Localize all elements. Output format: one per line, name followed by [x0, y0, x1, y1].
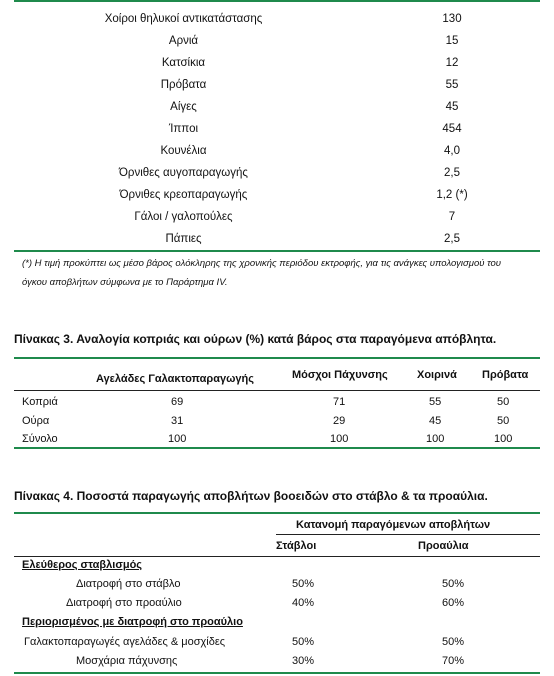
table-row — [0, 185, 554, 207]
group-header-rule — [276, 534, 540, 535]
table3-header: Μόσχοι Πάχυνσης — [292, 369, 388, 381]
cell-value: 45 — [429, 415, 442, 427]
cell-value: 29 — [333, 415, 346, 427]
weight-value: 15 — [445, 35, 459, 47]
table-row — [0, 97, 554, 119]
cell-value: 40% — [292, 597, 315, 609]
section-title: Ελεύθερος σταβλισμός — [22, 559, 143, 571]
table3-bottom-rule — [14, 447, 540, 449]
cell-value: 60% — [442, 597, 465, 609]
table4-bottom-rule — [14, 672, 540, 674]
weight-value: 45 — [445, 101, 459, 113]
cell-value: 50% — [292, 636, 315, 648]
cell-value: 100 — [168, 433, 187, 445]
animal-label: Ίπποι — [168, 123, 199, 135]
table4-header-rule — [14, 556, 540, 557]
table4-col-header: Στάβλοι — [276, 540, 317, 552]
row-label: Σύνολο — [22, 433, 58, 445]
section-title: Περιορισμένος με διατροφή στο προαύλιο — [22, 616, 243, 628]
animal-label: Όρνιθες κρεοπαραγωγής — [119, 189, 248, 201]
weight-value: 4,0 — [444, 145, 460, 157]
table-row — [0, 163, 554, 185]
table3-header: Πρόβατα — [482, 369, 529, 381]
cell-value: 71 — [333, 396, 346, 408]
table-row — [0, 415, 554, 433]
table4-col-header: Προαύλια — [418, 540, 469, 552]
table-bottom-rule — [14, 250, 540, 252]
table4-top-rule — [14, 512, 540, 514]
cell-value: 100 — [494, 433, 513, 445]
row-label: Διατροφή στο προαύλιο — [66, 597, 182, 609]
footnote-line-1: (*) Η τιμή προκύπτει ως μέσο βάρος ολόκληρης της χρονικής περιόδου εκτροφής, για τις ανάγκες υπολογισμού του — [22, 258, 502, 269]
cell-value: 31 — [171, 415, 184, 427]
table3-header: Χοιρινά — [417, 369, 457, 381]
cell-value: 100 — [426, 433, 445, 445]
table-row — [0, 53, 554, 75]
weight-value: 2,5 — [444, 167, 460, 179]
row-label: Διατροφή στο στάβλο — [76, 578, 181, 590]
table-row — [0, 75, 554, 97]
table3-header-rule — [14, 390, 540, 391]
table-row — [0, 597, 554, 615]
table-row — [0, 655, 554, 673]
table4-caption: Πίνακας 4. Ποσοστά παραγωγής αποβλήτων βοοειδών στο στάβλο & τα προαύλια. — [14, 489, 488, 503]
cell-value: 100 — [330, 433, 349, 445]
animal-label: Γάλοι / γαλοπούλες — [134, 211, 233, 223]
table-row — [0, 9, 554, 31]
cell-value: 50 — [497, 415, 510, 427]
table-row — [0, 396, 554, 414]
table-row — [0, 141, 554, 163]
cell-value: 70% — [442, 655, 465, 667]
weight-value: 7 — [448, 211, 456, 223]
animal-label: Κατσίκια — [161, 57, 206, 69]
row-label: Μοσχάρια πάχυνσης — [76, 655, 178, 667]
table-row — [0, 229, 554, 251]
table-row — [0, 31, 554, 53]
animal-label: Πρόβατα — [160, 79, 207, 91]
table-row — [0, 119, 554, 141]
table3-header: Αγελάδες Γαλακτοπαραγωγής — [96, 373, 254, 385]
table4-group-header: Κατανομή παραγόμενων αποβλήτων — [296, 519, 491, 531]
table-row — [0, 207, 554, 229]
weight-value: 130 — [442, 13, 462, 25]
footnote-line-2: όγκου αποβλήτων σύμφωνα με το Παράρτημα IV. — [22, 277, 228, 288]
cell-value: 69 — [171, 396, 184, 408]
weight-value: 454 — [442, 123, 462, 135]
animal-label: Χοίροι θηλυκοί αντικατάστασης — [104, 13, 263, 25]
animal-label: Πάπιες — [165, 233, 202, 245]
row-label: Ούρα — [22, 415, 50, 427]
table3-top-rule — [14, 357, 540, 359]
row-label: Κοπριά — [22, 396, 58, 408]
animal-label: Αρνιά — [168, 35, 199, 47]
animal-label: Όρνιθες αυγοπαραγωγής — [119, 167, 248, 179]
cell-value: 50 — [497, 396, 510, 408]
cell-value: 50% — [292, 578, 315, 590]
weight-value: 1,2 (*) — [436, 189, 468, 201]
table-row — [0, 636, 554, 654]
weight-value: 55 — [445, 79, 459, 91]
weight-value: 12 — [445, 57, 459, 69]
animal-label: Αίγες — [170, 101, 197, 113]
cell-value: 30% — [292, 655, 315, 667]
weight-value: 2,5 — [444, 233, 460, 245]
cell-value: 55 — [429, 396, 442, 408]
cell-value: 50% — [442, 636, 465, 648]
top-rule — [14, 0, 540, 2]
animal-label: Κουνέλια — [160, 145, 207, 157]
table-row — [0, 578, 554, 596]
footnote — [22, 254, 548, 292]
table3-caption: Πίνακας 3. Αναλογία κοπριάς και ούρων (%) κατά βάρος στα παραγόμενα απόβλητα. — [14, 332, 497, 346]
row-label: Γαλακτοπαραγωγές αγελάδες & μοσχίδες — [24, 636, 226, 648]
cell-value: 50% — [442, 578, 465, 590]
